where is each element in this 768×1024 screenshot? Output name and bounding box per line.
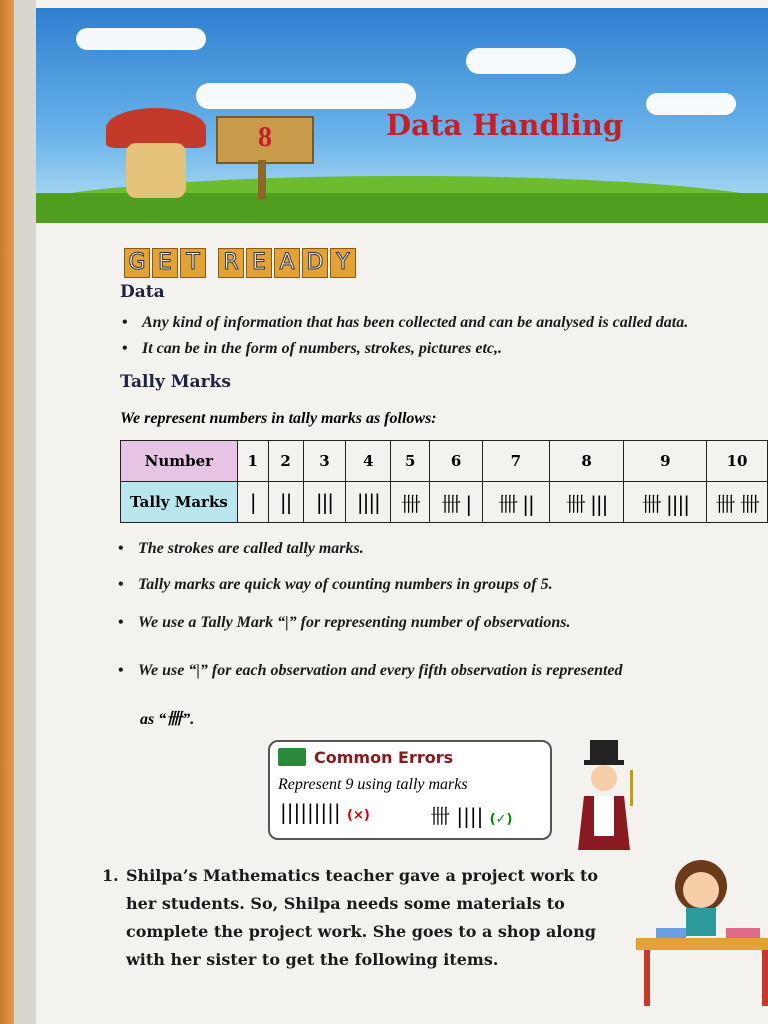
wrong-tally: ||||||||| xyxy=(280,800,341,824)
mushroom-house-stem xyxy=(126,143,186,198)
cross-icon: (×) xyxy=(347,808,370,823)
common-errors-text: Represent 9 using tally marks xyxy=(278,776,468,793)
letter-block: E xyxy=(152,248,178,278)
common-errors-title: Common Errors xyxy=(314,748,454,767)
note-2: • Tally marks are quick way of counting numbers in groups of 5. xyxy=(138,576,553,594)
tally-intro: We represent numbers in tally marks as follows: xyxy=(120,410,437,427)
tally-cell: ||| xyxy=(303,482,346,523)
cloud-icon xyxy=(76,28,206,50)
check-icon: (✓) xyxy=(489,812,513,827)
chapter-title: Data Handling xyxy=(386,108,624,142)
letter-block: E xyxy=(246,248,272,278)
note-1: • The strokes are called tally marks. xyxy=(138,540,364,558)
get-ready-blocks xyxy=(124,248,356,278)
tally-cell: 卌 ||| xyxy=(549,482,624,523)
question-text: Shilpa’s Mathematics teacher gave a project work to her students. So, Shilpa needs some materials to complete the project work. She goes to a shop along with her sister to get the following items. xyxy=(126,866,598,969)
tally-cell: 卌 卌 xyxy=(707,482,768,523)
number-row xyxy=(121,441,768,482)
tally-cell: 卌 || xyxy=(482,482,549,523)
mushroom-house-icon xyxy=(106,108,206,148)
number-cell: 2 xyxy=(268,441,303,482)
number-cell: 8 xyxy=(549,441,624,482)
chapter-sign xyxy=(216,116,314,164)
letter-block: R xyxy=(218,248,244,278)
question-number: 1. xyxy=(102,866,119,885)
tally-cell: 卌 xyxy=(391,482,430,523)
right-tally: 卌 |||| xyxy=(430,804,484,828)
cloud-icon xyxy=(466,48,576,74)
note-4-continued: as “卌”. xyxy=(140,711,195,728)
number-cell: 5 xyxy=(391,441,430,482)
sign-post xyxy=(258,160,266,200)
number-cell: 7 xyxy=(482,441,549,482)
tally-cell: |||| xyxy=(346,482,391,523)
letter-block: Y xyxy=(330,248,356,278)
question-1 xyxy=(102,862,606,974)
girl-at-table-icon xyxy=(616,858,768,1008)
chapter-number: 8 xyxy=(258,122,272,153)
number-cell: 4 xyxy=(346,441,391,482)
tally-cell: 卌 | xyxy=(430,482,483,523)
tally-row-label: Tally Marks xyxy=(121,482,238,523)
note-3: • We use a Tally Mark “|” for representing number of observations. xyxy=(138,614,570,632)
number-cell: 6 xyxy=(430,441,483,482)
tally-heading: Tally Marks xyxy=(120,372,231,392)
letter-block: D xyxy=(302,248,328,278)
tally-cell: 卌 |||| xyxy=(624,482,707,523)
common-errors-box xyxy=(268,740,552,840)
data-bullet-1: • Any kind of information that has been collected and can be analysed is called data. xyxy=(142,314,762,332)
tally-row xyxy=(121,482,768,523)
letter-block: T xyxy=(180,248,206,278)
number-cell: 9 xyxy=(624,441,707,482)
tally-cell: | xyxy=(237,482,268,523)
right-example xyxy=(430,800,512,829)
number-cell: 1 xyxy=(237,441,268,482)
textbook-page xyxy=(14,0,768,1024)
book-icon xyxy=(278,748,306,766)
number-cell: 3 xyxy=(303,441,346,482)
letter-gap xyxy=(208,248,216,276)
number-row-label: Number xyxy=(121,441,238,482)
number-cell: 10 xyxy=(707,441,768,482)
data-heading: Data xyxy=(120,282,165,302)
cloud-icon xyxy=(646,93,736,115)
data-bullet-2: • It can be in the form of numbers, strokes, pictures etc,. xyxy=(142,340,502,358)
tally-cell: || xyxy=(268,482,303,523)
note-4: • We use “|” for each observation and every fifth observation is represented xyxy=(138,662,768,680)
letter-block: A xyxy=(274,248,300,278)
wrong-example xyxy=(280,800,370,824)
chapter-banner xyxy=(36,8,768,223)
letter-block: G xyxy=(124,248,150,278)
magician-icon xyxy=(564,740,644,858)
tally-table xyxy=(120,440,768,523)
cloud-icon xyxy=(196,83,416,109)
